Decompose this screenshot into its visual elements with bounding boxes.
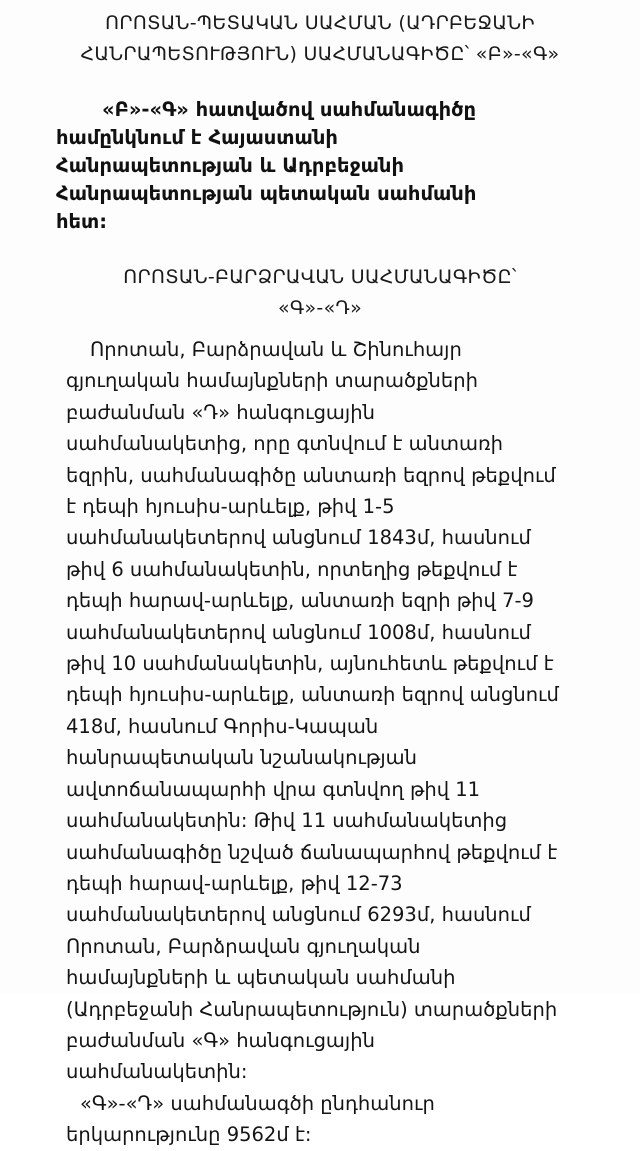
text-line: եզրին, սահմանագիծը անտառի եզրով թեքվում	[66, 463, 556, 487]
text-line: ավտոճանապարհի վրա գտնվող թիվ 11	[66, 777, 481, 801]
text-line: թիվ 6 սահմանակետին, որտեղից թեքվում է	[66, 557, 518, 581]
title-line: ՀԱՆՐԱՊԵՏՈՒԹՅՈՒՆ) ՍԱՀՄԱՆԱԳԻԾԸ՝ «Բ»-«Գ»	[80, 43, 560, 65]
text-line: հանրապետական նշանակության	[66, 746, 417, 770]
text-line: Հանրապետության պետական սահմանի	[56, 182, 477, 205]
text-line: սահմանակետին: Թիվ 11 սահմանակետից	[66, 809, 508, 833]
text-line: սահմանակետերով անցնում 1008մ, հասնում	[66, 620, 531, 644]
section-body-text	[66, 334, 626, 1151]
text-line: Հանրապետության և Ադրբեջանի	[56, 154, 404, 177]
text-line: համընկնում է Հայաստանի	[56, 126, 338, 149]
text-line: հետ:	[56, 210, 108, 233]
text-line: սահմանագիծը նշված ճանապարհով թեքվում է	[66, 840, 558, 864]
text-line: սահմանակետին:	[66, 1060, 248, 1084]
section-description-bold	[56, 96, 616, 236]
text-line: բաժանման «Դ» հանգուցային	[66, 400, 375, 424]
text-line: երկարությունը 9562մ է:	[66, 1123, 312, 1147]
section-title-orotan-state-border	[20, 8, 620, 70]
title-line: «Գ»-«Դ»	[277, 297, 363, 319]
text-line: բաժանման «Գ» հանգուցային	[66, 1028, 375, 1052]
text-line: դեպի հարավ-արևելք, թիվ 12-73	[66, 871, 403, 895]
text-line: դեպի հարավ-արևելք, անտառի եզրի թիվ 7-9	[66, 589, 534, 613]
text-line: «Գ»-«Դ» սահմանագծի ընդհանուր	[80, 1091, 435, 1115]
text-line: 418մ, հասնում Գորիս-Կապան	[66, 714, 379, 738]
text-line: համայնքների և պետական սահմանի	[66, 966, 456, 990]
text-line: «Բ»-«Գ» հատվածով սահմանագիծը	[102, 98, 477, 121]
text-line: (Ադրբեջանի Հանրապետություն) տարածքների	[66, 997, 558, 1021]
title-line: ՈՐՈՏԱՆ-ԲԱՐՁՐԱՎԱՆ ՍԱՀՄԱՆԱԳԻԾԸ՝	[123, 266, 517, 288]
text-line: դեպի հյուսիս-արևելք, անտառի եզրով անցնում	[66, 683, 559, 707]
text-line: Որոտան, Բարձրավան և Շինուհայր	[90, 338, 462, 361]
text-line: սահմանակետերով անցնում 1843մ, հասնում	[66, 526, 531, 550]
text-line: է դեպի հյուսիս-արևելք, թիվ 1-5	[66, 495, 395, 519]
text-line: գյուղական համայնքների տարածքների	[66, 369, 478, 393]
title-line: ՈՐՈՏԱՆ-ՊԵՏԱԿԱՆ ՍԱՀՄԱՆ (ԱԴՐԲԵՋԱՆԻ	[105, 12, 535, 34]
text-line: սահմանակետերով անցնում 6293մ, հասնում	[66, 903, 531, 927]
text-line: սահմանակետից, որը գտնվում է անտառի	[66, 432, 503, 456]
section-title-orotan-bardzravan	[60, 262, 580, 324]
text-line: թիվ 10 սահմանակետին, այնուհետև թեքվում է	[66, 652, 554, 676]
text-line: Որոտան, Բարձրավան գյուղական	[66, 934, 421, 958]
